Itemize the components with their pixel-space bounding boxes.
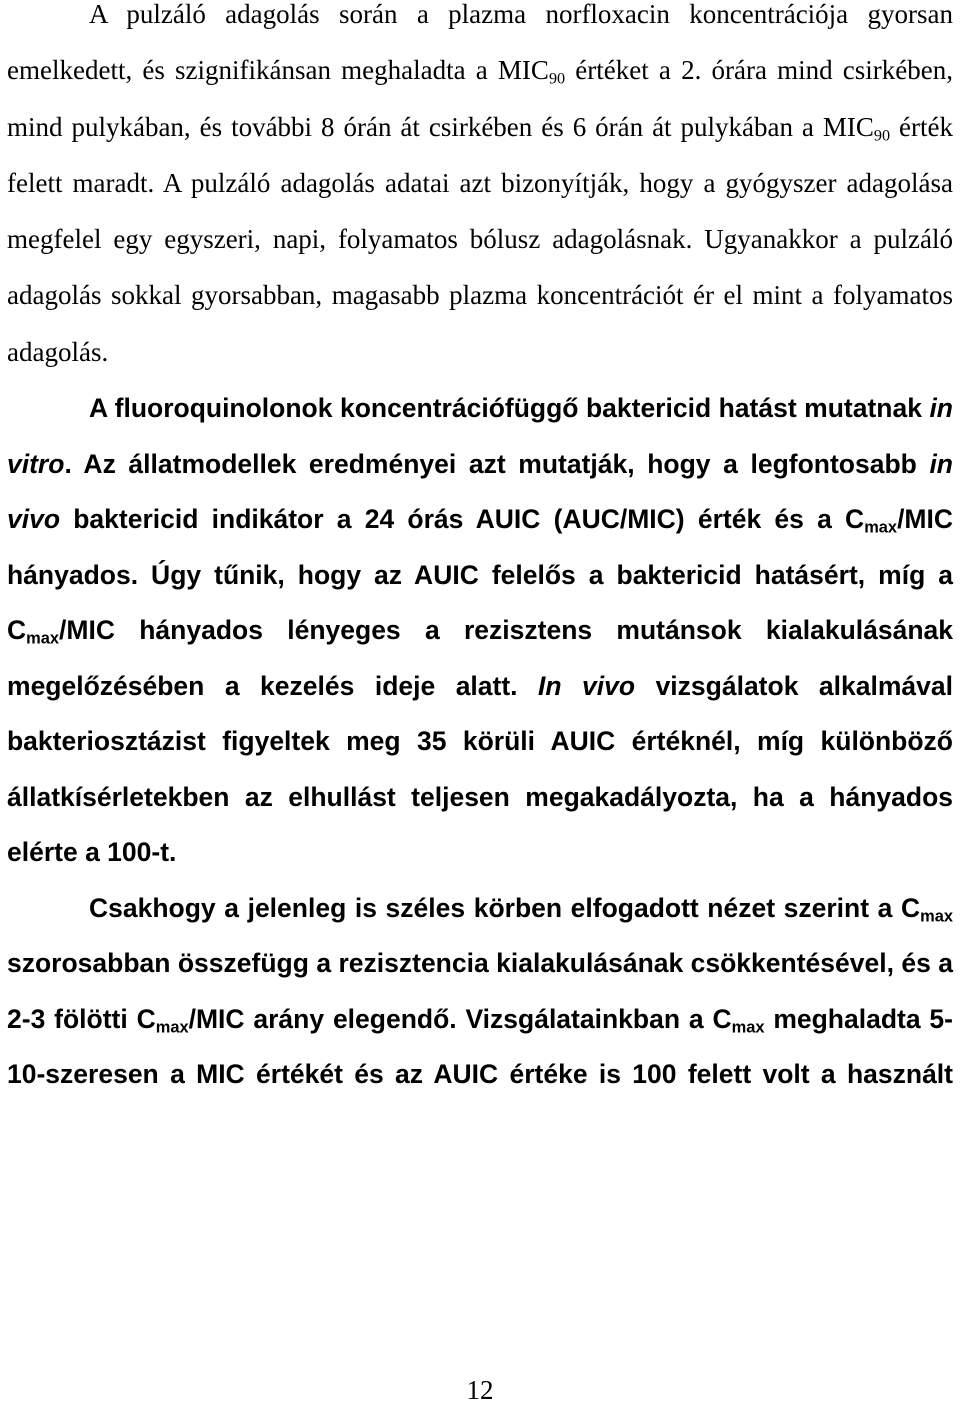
subscript-90: 90 (873, 126, 891, 145)
paragraph-text: A fluoroquinolonok koncentrációfüggő baktericid hatást mutatnak (89, 393, 930, 424)
paragraph-fluoroquinolones (7, 381, 953, 881)
italic-term: In vivo (538, 670, 636, 701)
paragraph-text: meghaladta 5-10-szeresen a MIC értékét és az AUIC értéke is 100 felett volt a használt (7, 1003, 953, 1090)
page-number: 12 (466, 1375, 494, 1405)
subscript-max: max (864, 518, 898, 537)
subscript-max: max (26, 629, 60, 648)
paragraph-text: /MIC hányados. Úgy tűnik, hogy az AUIC felelős a baktericid hatásért, míg a C (7, 504, 953, 646)
subscript-max: max (155, 1018, 189, 1037)
paragraph-text: érték felett maradt. A pulzáló adagolás adatai azt bizonyítják, hogy a gyógyszer adagolása megfelel egy egyszeri, napi, folyamatos bólusz adagolásnak. Ugyanakkor a pulzáló adagolás sokkal gyorsabban, magasabb plazma koncentrációt ér el mint a folyamatos adagolás. (7, 111, 953, 367)
paragraph-text: . Az állatmodellek eredményei azt mutatják, hogy a legfontosabb (64, 448, 930, 479)
subscript-max: max (731, 1018, 765, 1037)
subscript-max: max (920, 907, 953, 926)
paragraph-text: Csakhogy a jelenleg is széles körben elfogadott nézet szerint a C (89, 892, 921, 923)
paragraph-text: /MIC hányados lényeges a rezisztens mutánsok kialakulásának megelőzésében a kezelés ideje alatt. (7, 615, 953, 701)
subscript-90: 90 (548, 69, 566, 88)
italic-term: in vivo (7, 448, 953, 535)
paragraph-text: vizsgálatok alkalmával bakteriosztázist figyeltek meg 35 körüli AUIC értéknél, míg különböző állatkísérletekben az elhullást teljesen megakadályozta, ha a hányados elérte a 100-t. (7, 670, 953, 868)
paragraph-text: értéket a 2. órára mind csirkében, mind pulykában, és további 8 órán át csirkében és 6 órán át pulykában a MIC (7, 55, 953, 142)
paragraph-text: szorosabban összefügg a rezisztencia kialakulásának csökkentésével, és a 2-3 fölötti C (7, 948, 953, 1034)
document-page (7, 0, 953, 1103)
paragraph-text: baktericid indikátor a 24 órás AUIC (AUC/MIC) érték és a C (60, 504, 865, 535)
italic-term: in vitro (7, 393, 953, 479)
paragraph-text: A pulzáló adagolás során a plazma norfloxacin koncentrációja gyorsan emelkedett, és szignifikánsan meghaladta a MIC (7, 0, 953, 86)
paragraph-text: /MIC arány elegendő. Vizsgálatainkban a C (188, 1003, 732, 1034)
paragraph-cmax-resistance (7, 881, 953, 1103)
paragraph-pulsed-dosing (7, 0, 953, 380)
